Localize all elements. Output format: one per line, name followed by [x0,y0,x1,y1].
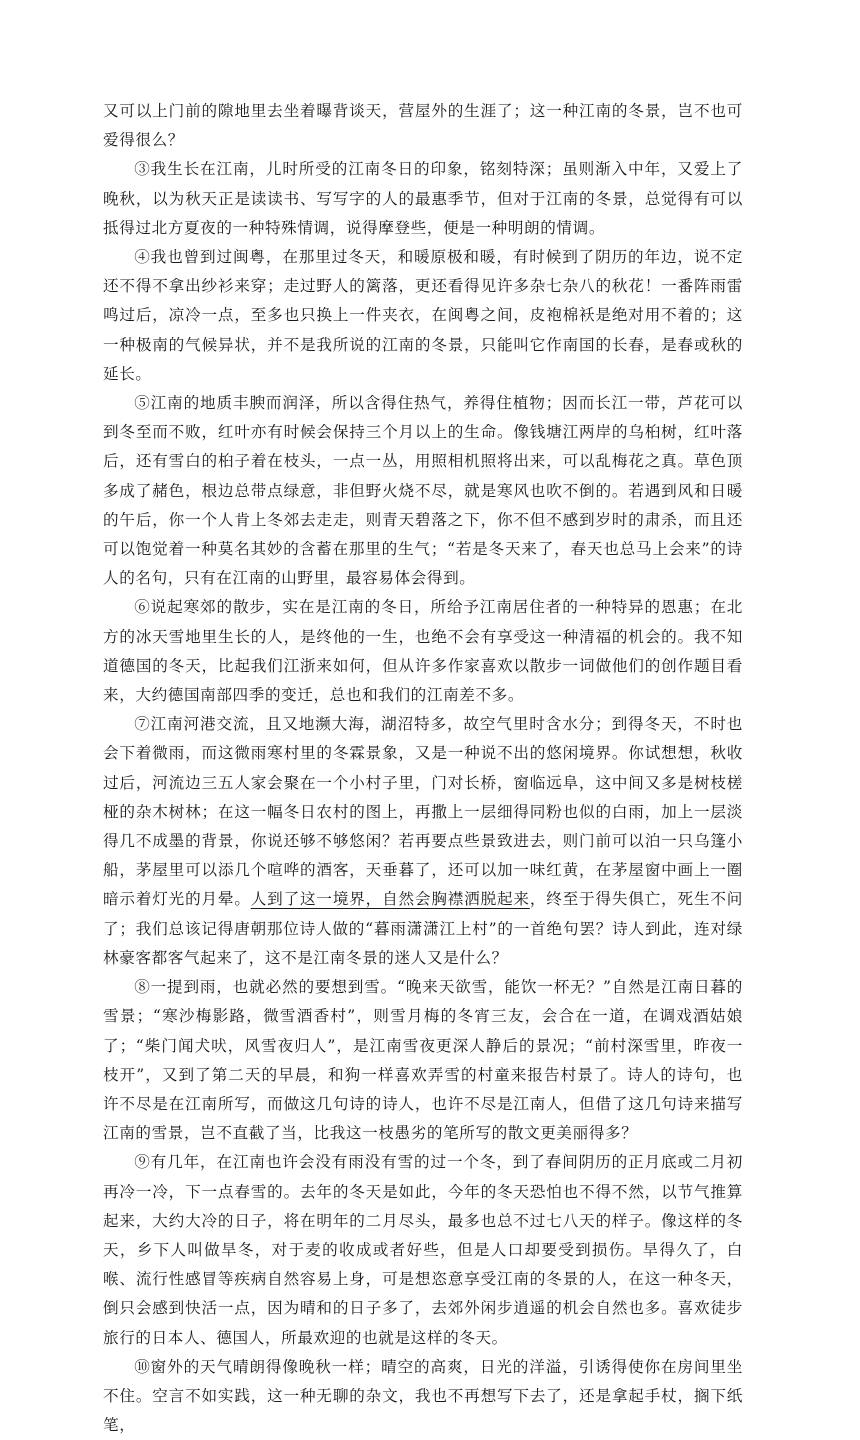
paragraph-8: ⑧一提到雨，也就必然的要想到雪。“晚来天欲雪，能饮一杯无？”自然是江南日暮的雪景；“寒沙梅影路，微雪酒香村”，则雪月梅的冬宵三友，会合在一道，在调戏酒姑娘了；“柴门闻犬吠，风雪夜归人”，是江南雪夜更深人静后的景况；“前村深雪里，昨夜一枝开”，又到了第二天的早晨，和狗一样喜欢弄雪的村童来报告村景了。诗人的诗句，也许不尽是在江南所写，而做这几句诗的诗人，也许不尽是江南人，但借了这几句诗来描写江南的雪景，岂不直截了当，比我这一枝愚劣的笔所写的散文更美丽得多？ [103,978,743,1143]
paragraph-9: ⑨有几年，在江南也许会没有雨没有雪的过一个冬，到了春间阴历的正月底或二月初再冷一冷，下一点春雪的。去年的冬天是如此，今年的冬天恐怕也不得不然，以节气推算起来，大约大冷的日子，将在明年的二月尽头，最多也总不过七八天的样子。像这样的冬天，乡下人叫做旱冬，对于麦的收成或者好些，但是人口却要受到损伤。旱得久了，白喉、流行性感冒等疾病自然容易上身，可是想恣意享受江南的冬景的人，在这一种冬天，倒只会感到快活一点，因为晴和的日子多了，去郊外闲步逍遥的机会自然也多。喜欢徒步旅行的日本人、德国人，所最欢迎的也就是这样的冬天。 [103,1153,743,1347]
paragraph-7 [103,710,743,973]
paragraph-5: ⑤江南的地质丰腴而润泽，所以含得住热气，养得住植物；因而长江一带，芦花可以到冬至而不败，红叶亦有时候会保持三个月以上的生命。像钱塘江两岸的乌桕树，红叶落后，还有雪白的桕子着在枝头，一点一丛，用照相机照将出来，可以乱梅花之真。草色顶多成了赭色，根边总带点绿意，非但野火烧不尽，就是寒风也吹不倒的。若遇到风和日暖的午后，你一个人肯上冬郊去走走，则青天碧落之下，你不但不感到岁时的肃杀，而且还可以饱觉着一种莫名其妙的含蓄在那里的生气；“若是冬天来了，春天也总马上会来”的诗人的名句，只有在江南的山野里，最容易体会得到。 [103,394,743,588]
paragraph-6: ⑥说起寒郊的散步，实在是江南的冬日，所给予江南居住者的一种特异的恩惠；在北方的冰天雪地里生长的人，是终他的一生，也绝不会有享受这一种清福的机会的。我不知道德国的冬天，比起我们江浙来如何，但从许多作家喜欢以散步一词做他们的创作题目看来，大约德国南部四季的变迁，总也和我们的江南差不多。 [103,598,743,705]
paragraph-continued: 又可以上门前的隙地里去坐着曝背谈天，营屋外的生涯了；这一种江南的冬景，岂不也可爱得很么？ [103,102,743,150]
paragraph-4: ④我也曾到过闽粤，在那里过冬天，和暖原极和暖，有时候到了阴历的年边，说不定还不得不拿出纱衫来穿；走过野人的篱落，更还看得见许多杂七杂八的秋花！一番阵雨雷鸣过后，凉冷一点，至多也只换上一件夹衣，在闽粤之间，皮袍棉袄是绝对用不着的；这一种极南的气候异状，并不是我所说的江南的冬景，只能叫它作南国的长春，是春或秋的延长。 [103,248,743,383]
paragraph-7-text-before: ⑦江南河港交流，且又地濒大海，湖沼特多，故空气里时含水分；到得冬天，不时也会下着微雨，而这微雨寒村里的冬霖景象，又是一种说不出的悠闲境界。你试想想，秋收过后，河流边三五人家会聚在一个小村子里，门对长桥，窗临远阜，这中间又多是树枝槎桠的杂木树林；在这一幅冬日农村的图上，再撒上一层细得同粉也似的白雨，加上一层淡得几不成墨的背景，你说还够不够悠闲？若再要点些景致进去，则门前可以泊一只乌篷小船，茅屋里可以添几个喧哗的酒客，天垂暮了，还可以加一味红黄，在茅屋窗中画上一圈暗示着灯光的月晕。 [103,715,743,909]
paragraph-7-text-after: ，终至于得失俱亡，死生不问了；我们总该记得唐朝那位诗人做的“暮雨潇潇江上村”的一首绝句罢？诗人到此，连对绿林豪客都客气起来了，这不是江南冬景的迷人又是什么？ [103,890,743,967]
paragraph-3: ③我生长在江南，儿时所受的江南冬日的印象，铭刻特深；虽则渐入中年，又爱上了晚秋，以为秋天正是读读书、写写字的人的最惠季节，但对于江南的冬景，总觉得有可以抵得过北方夏夜的一种特殊情调，说得摩登些，便是一种明朗的情调。 [103,160,743,237]
paragraph-10: ⑩窗外的天气晴朗得像晚秋一样；晴空的高爽，日光的洋溢，引诱得使你在房间里坐不住。空言不如实践，这一种无聊的杂文，我也不再想写下去了，还是拿起手杖，搁下纸笔， [103,1357,743,1435]
document-page [103,97,743,1440]
underlined-sentence: 人到了这一境界，自然会胸襟洒脱起来 [250,890,530,909]
